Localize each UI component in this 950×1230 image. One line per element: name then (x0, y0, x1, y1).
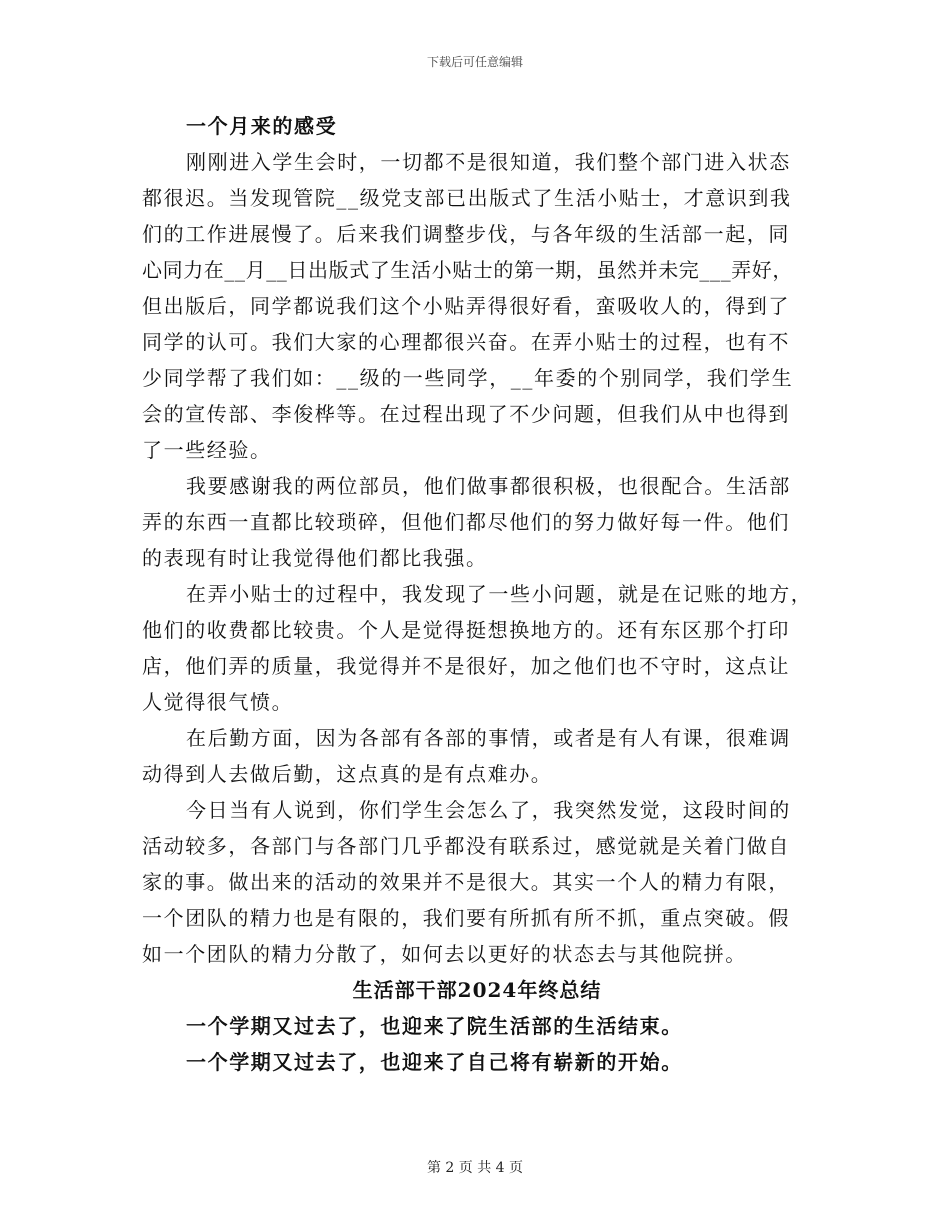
body-line: 今日当有人说到，你们学生会怎么了，我突然发觉，这段时间的 (186, 798, 791, 822)
body-line: 动得到人去做后勤，这点真的是有点难办。 (142, 762, 553, 786)
body-line: 我要感谢我的两位部员，他们做事都很积极，也很配合。生活部 (186, 474, 791, 498)
body-line: 在弄小贴士的过程中，我发现了一些小问题，就是在记账的地方， (186, 582, 813, 606)
body-line: 的表现有时让我觉得他们都比我强。 (142, 546, 488, 570)
body-line: 一个团队的精力也是有限的，我们要有所抓有所不抓，重点突破。假 (142, 906, 790, 930)
body-line: 店，他们弄的质量，我觉得并不是很好，加之他们也不守时，这点让 (142, 654, 790, 678)
body-line: 少同学帮了我们如：__级的一些同学，__年委的个别同学，我们学生 (142, 366, 794, 390)
page-footer: 第 2 页 共 4 页 (426, 1160, 524, 1176)
bold-line: 一个学期又过去了，也迎来了院生活部的生活结束。 (186, 1014, 683, 1038)
body-line: 但出版后，同学都说我们这个小贴弄得很好看，蛮吸收人的，得到了 (142, 294, 790, 318)
body-line: 刚刚进入学生会时，一切都不是很知道，我们整个部门进入状态 (186, 150, 791, 174)
body-line: 弄的东西一直都比较琐碎，但他们都尽他们的努力做好每一件。他们 (142, 510, 790, 534)
body-line: 们的工作进展慢了。后来我们调整步伐，与各年级的生活部一起，同 (142, 222, 790, 246)
page-header: 下载后可任意编辑 (426, 55, 523, 69)
bold-line: 一个学期又过去了，也迎来了自己将有崭新的开始。 (186, 1050, 683, 1074)
document-body (142, 108, 812, 1080)
body-line: 会的宣传部、李俊桦等。在过程出现了不少问题，但我们从中也得到 (142, 402, 790, 426)
body-line: 了一些经验。 (142, 438, 272, 462)
body-line: 在后勤方面，因为各部有各部的事情，或者是有人有课，很难调 (186, 726, 791, 750)
body-line: 他们的收费都比较贵。个人是觉得挺想换地方的。还有东区那个打印 (142, 618, 790, 642)
body-line: 如一个团队的精力分散了，如何去以更好的状态去与其他院拼。 (142, 942, 747, 966)
body-line: 心同力在__月__日出版式了生活小贴士的第一期，虽然并未完___弄好， (142, 258, 793, 282)
body-line: 人觉得很气愤。 (142, 690, 294, 714)
body-line: 活动较多，各部门与各部门几乎都没有联系过，感觉就是关着门做自 (142, 834, 790, 858)
body-line: 都很迟。当发现管院__级党支部已出版式了生活小贴士，才意识到我 (142, 186, 792, 210)
section-title: 生活部干部2024年终总结 (352, 978, 602, 1002)
body-line: 同学的认可。我们大家的心理都很兴奋。在弄小贴士的过程，也有不 (142, 330, 790, 354)
body-line: 家的事。做出来的活动的效果并不是很大。其实一个人的精力有限， (142, 870, 790, 894)
article-title: 一个月来的感受 (186, 114, 338, 138)
